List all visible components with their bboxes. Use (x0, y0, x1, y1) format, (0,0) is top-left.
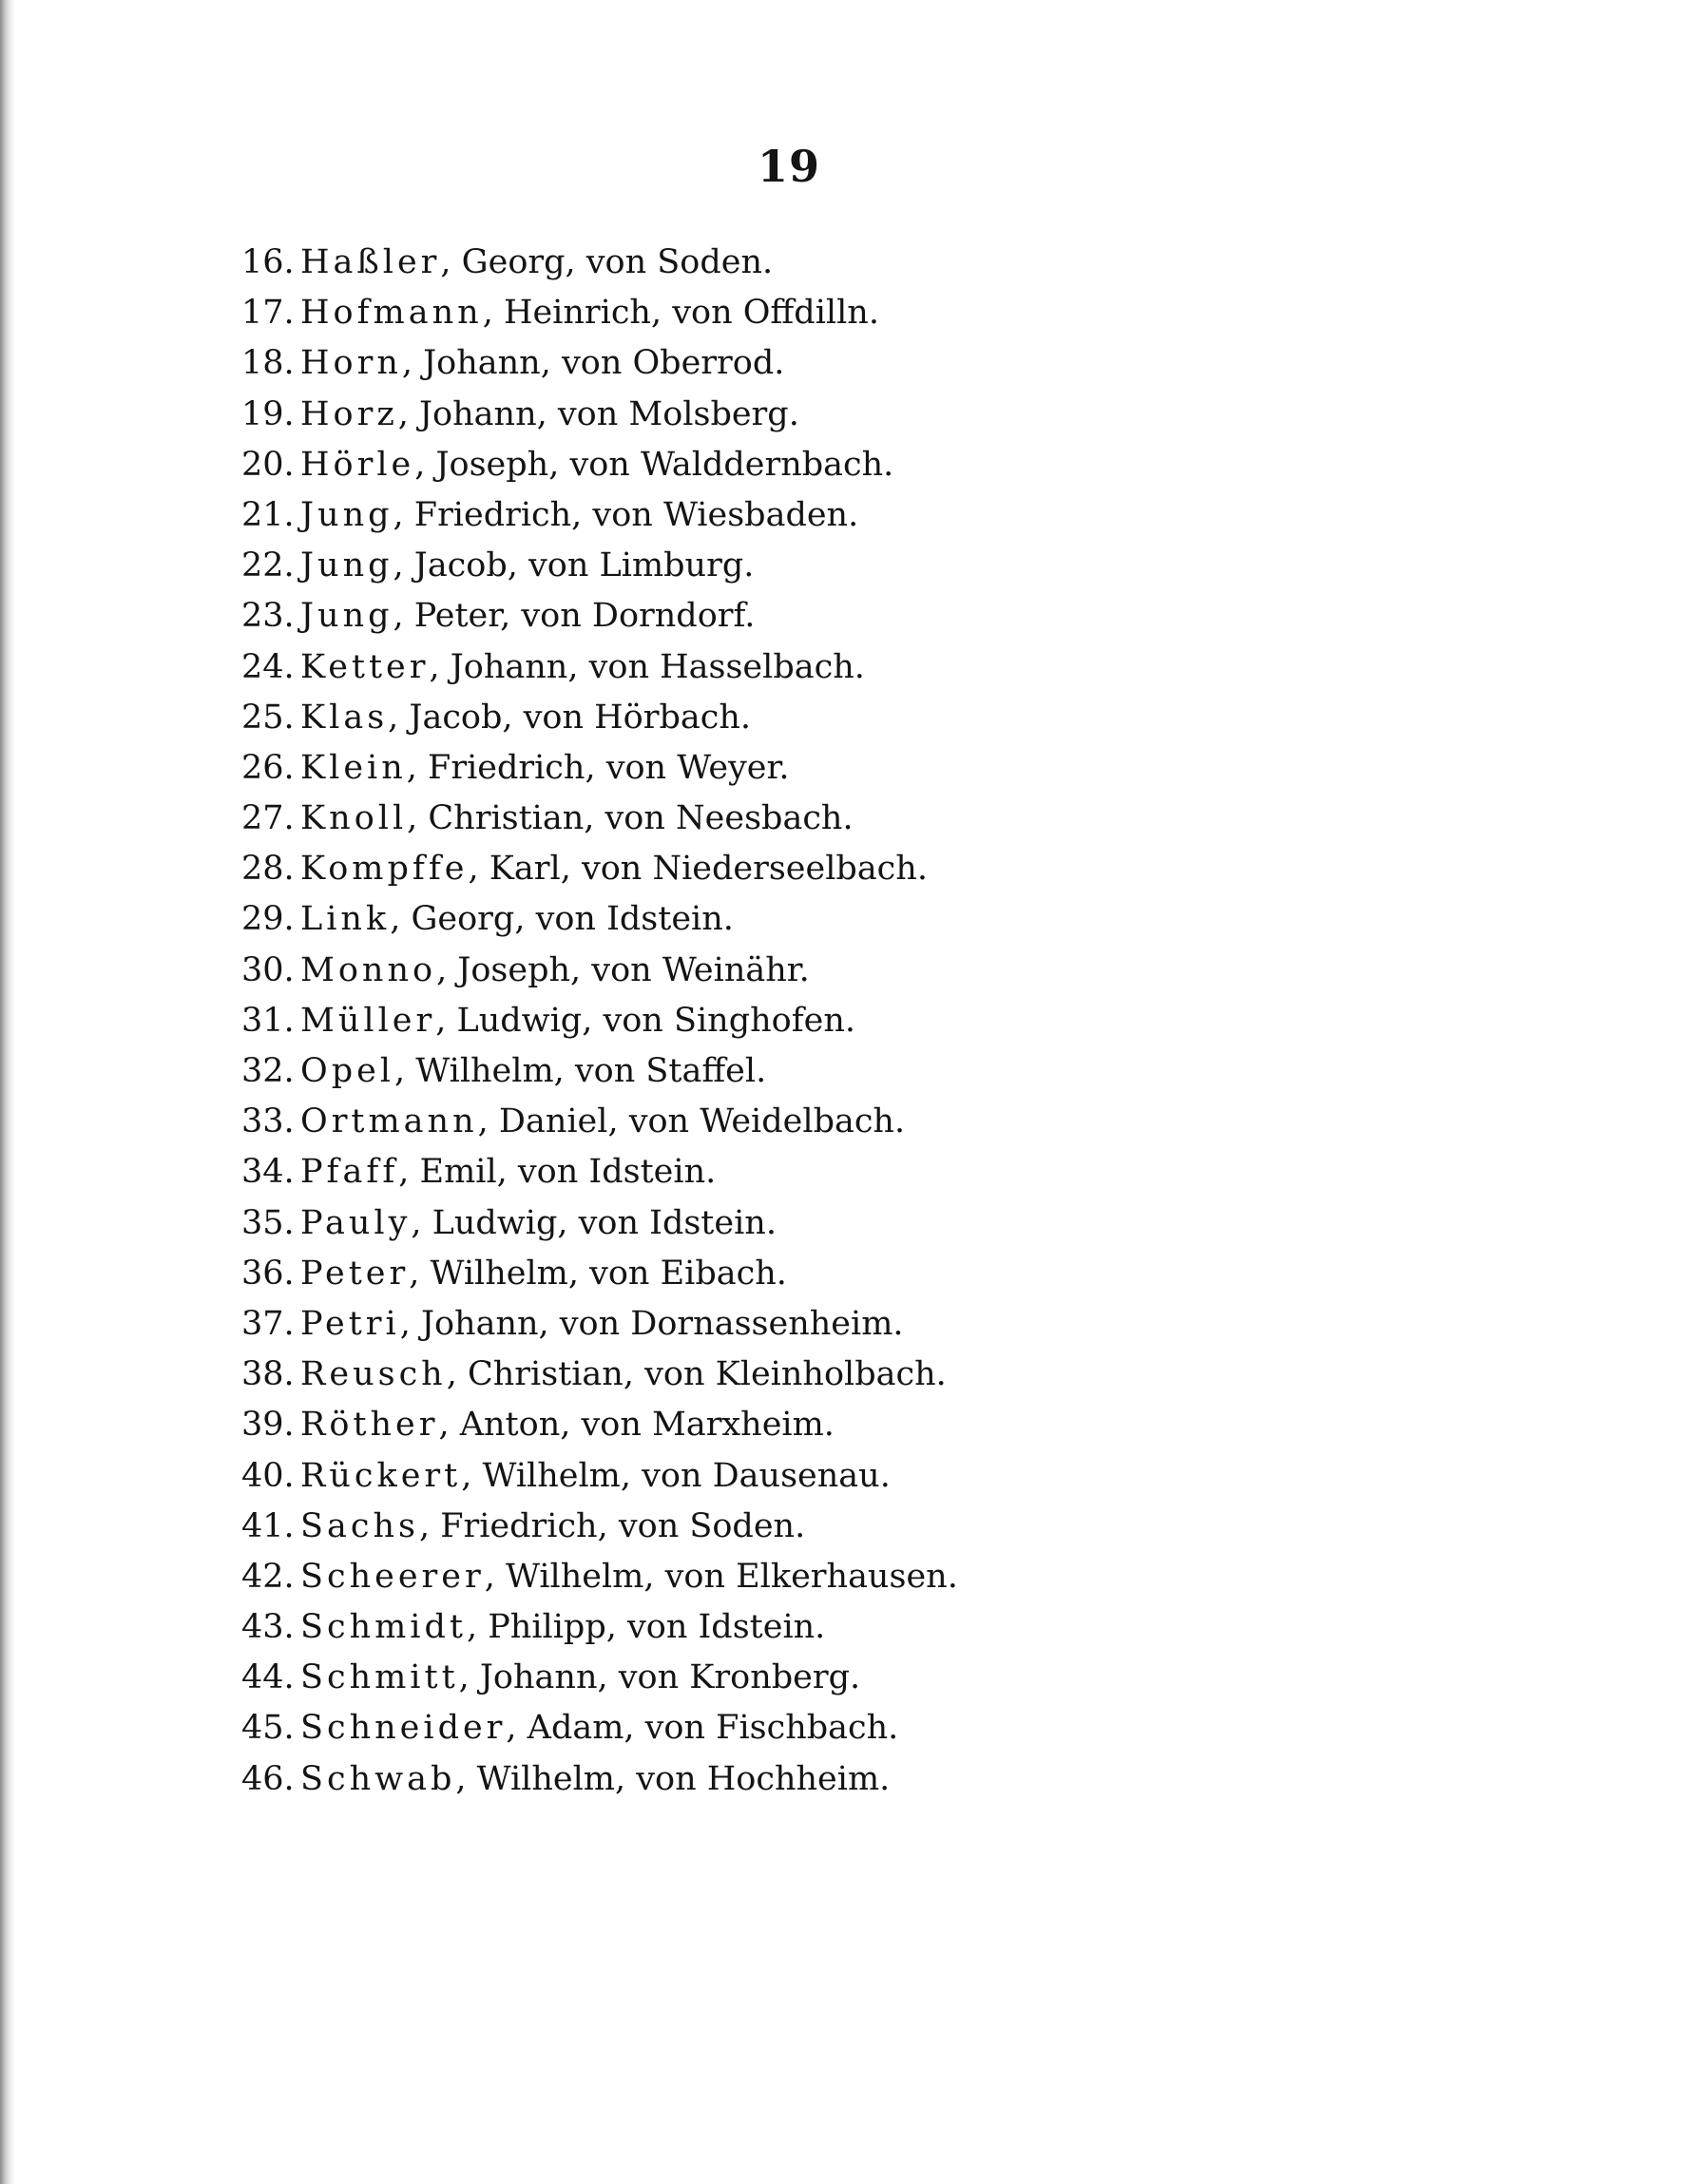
entry-surname: Opel (300, 1052, 395, 1090)
entry-number: 35. (241, 1203, 295, 1242)
entry-number: 28. (241, 850, 295, 889)
entry-details: , Christian, von Neesbach. (407, 799, 854, 838)
entry-number: 24. (241, 647, 295, 686)
entry-surname: Pauly (300, 1203, 412, 1242)
page-edge-shadow (0, 0, 15, 2184)
entry-details: , Christian, von Kleinholbach. (446, 1355, 947, 1394)
entry-details: , Johann, von Hasselbach. (429, 647, 865, 686)
list-item (241, 1147, 958, 1197)
list-item (241, 743, 958, 794)
name-list (241, 238, 958, 1805)
list-item (241, 1350, 958, 1400)
entry-details: , Jacob, von Hörbach. (388, 698, 752, 737)
entry-details: , Daniel, von Weidelbach. (477, 1102, 906, 1141)
entry-number: 42. (241, 1557, 295, 1596)
entry-surname: Monno (300, 950, 437, 989)
entry-surname: Müller (300, 1001, 436, 1040)
entry-details: , Friedrich, von Soden. (418, 1506, 806, 1545)
entry-number: 19. (241, 394, 295, 433)
list-item (241, 1602, 958, 1653)
list-item (241, 1299, 958, 1350)
entry-surname: Haßler (300, 243, 441, 281)
list-item (241, 1249, 958, 1299)
list-item (241, 1198, 958, 1249)
entry-details: , Wilhelm, von Staffel. (394, 1052, 767, 1090)
list-item (241, 1754, 958, 1805)
entry-surname: Petri (300, 1304, 400, 1343)
entry-surname: Horn (300, 344, 402, 383)
entry-details: , Johann, von Dornassenheim. (399, 1304, 904, 1343)
page-number: 19 (757, 141, 820, 192)
entry-details: , Ludwig, von Idstein. (411, 1203, 777, 1242)
entry-number: 26. (241, 748, 295, 787)
entry-number: 30. (241, 950, 295, 989)
entry-surname: Schneider (300, 1709, 507, 1748)
entry-details: , Joseph, von Weinähr. (436, 950, 810, 989)
entry-surname: Röther (300, 1406, 439, 1445)
entry-surname: Reusch (300, 1355, 447, 1394)
entry-surname: Ketter (300, 647, 430, 686)
entry-details: , Johann, von Molsberg. (397, 394, 799, 433)
entry-details: , Adam, von Fischbach. (506, 1709, 899, 1748)
list-item (241, 996, 958, 1046)
entry-details: , Ludwig, von Singhofen. (435, 1001, 856, 1040)
list-item (241, 1502, 958, 1552)
entry-number: 23. (241, 597, 295, 636)
entry-details: , Wilhelm, von Elkerhausen. (484, 1557, 958, 1596)
entry-number: 17. (241, 294, 295, 333)
entry-surname: Peter (300, 1254, 410, 1293)
entry-surname: Hofmann (300, 294, 483, 333)
entry-surname: Jung (300, 495, 393, 534)
list-item (241, 1097, 958, 1147)
entry-details: , Johann, von Oberrod. (401, 344, 785, 383)
entry-surname: Rückert (300, 1456, 462, 1495)
list-item (241, 490, 958, 541)
list-item (241, 1046, 958, 1097)
list-item (241, 541, 958, 591)
entry-surname: Klein (300, 748, 407, 787)
entry-number: 46. (241, 1759, 295, 1798)
list-item (241, 794, 958, 844)
entry-details: , Philipp, von Idstein. (466, 1608, 826, 1647)
entry-number: 27. (241, 799, 295, 838)
entry-surname: Schmitt (300, 1658, 459, 1697)
entry-surname: Klas (300, 698, 389, 737)
entry-details: , Joseph, von Walddernbach. (414, 445, 894, 484)
entry-number: 43. (241, 1608, 295, 1647)
list-item (241, 390, 958, 440)
entry-number: 40. (241, 1456, 295, 1495)
entry-surname: Schwab (300, 1759, 456, 1798)
entry-surname: Ortmann (300, 1102, 478, 1141)
entry-details: , Heinrich, von Offdilln. (482, 294, 879, 333)
entry-number: 33. (241, 1102, 295, 1141)
entry-surname: Sachs (300, 1506, 419, 1545)
list-item (241, 1653, 958, 1703)
list-item (241, 238, 958, 288)
entry-details: , Jacob, von Limburg. (393, 546, 755, 585)
entry-number: 22. (241, 546, 295, 585)
entry-number: 25. (241, 698, 295, 737)
list-item (241, 642, 958, 693)
entry-details: , Anton, von Marxheim. (438, 1406, 835, 1445)
entry-number: 38. (241, 1355, 295, 1394)
list-item (241, 1451, 958, 1502)
entry-details: , Peter, von Dorndorf. (393, 597, 756, 636)
entry-surname: Hörle (300, 445, 415, 484)
entry-details: , Karl, von Niederseelbach. (468, 850, 928, 889)
list-item (241, 591, 958, 642)
entry-details: , Wilhelm, von Hochheim. (455, 1759, 891, 1798)
entry-details: , Johann, von Kronberg. (458, 1658, 861, 1697)
entry-number: 32. (241, 1052, 295, 1090)
entry-number: 41. (241, 1506, 295, 1545)
entry-number: 16. (241, 243, 295, 281)
entry-number: 39. (241, 1406, 295, 1445)
entry-details: , Wilhelm, von Dausenau. (461, 1456, 891, 1495)
entry-number: 20. (241, 445, 295, 484)
list-item (241, 1552, 958, 1602)
entry-details: , Emil, von Idstein. (398, 1153, 717, 1192)
list-item (241, 338, 958, 389)
entry-number: 37. (241, 1304, 295, 1343)
entry-surname: Pfaff (300, 1153, 399, 1192)
list-item (241, 844, 958, 894)
list-item (241, 946, 958, 996)
entry-details: , Wilhelm, von Eibach. (409, 1254, 787, 1293)
list-item (241, 1703, 958, 1753)
entry-number: 45. (241, 1709, 295, 1748)
entry-surname: Knoll (300, 799, 408, 838)
entry-number: 44. (241, 1658, 295, 1697)
entry-number: 21. (241, 495, 295, 534)
entry-surname: Jung (300, 597, 393, 636)
entry-details: , Friedrich, von Wiesbaden. (393, 495, 859, 534)
entry-surname: Jung (300, 546, 393, 585)
entry-number: 18. (241, 344, 295, 383)
entry-number: 34. (241, 1153, 295, 1192)
entry-surname: Scheerer (300, 1557, 485, 1596)
entry-number: 36. (241, 1254, 295, 1293)
entry-number: 29. (241, 900, 295, 939)
entry-surname: Schmidt (300, 1608, 467, 1647)
list-item (241, 693, 958, 743)
entry-details: , Georg, von Idstein. (390, 900, 734, 939)
entry-surname: Link (300, 900, 391, 939)
entry-surname: Horz (300, 394, 398, 433)
entry-number: 31. (241, 1001, 295, 1040)
list-item (241, 440, 958, 490)
entry-surname: Kompffe (300, 850, 469, 889)
list-item (241, 1400, 958, 1450)
list-item (241, 894, 958, 945)
entry-details: , Georg, von Soden. (440, 243, 774, 281)
entry-details: , Friedrich, von Weyer. (406, 748, 790, 787)
list-item (241, 288, 958, 338)
